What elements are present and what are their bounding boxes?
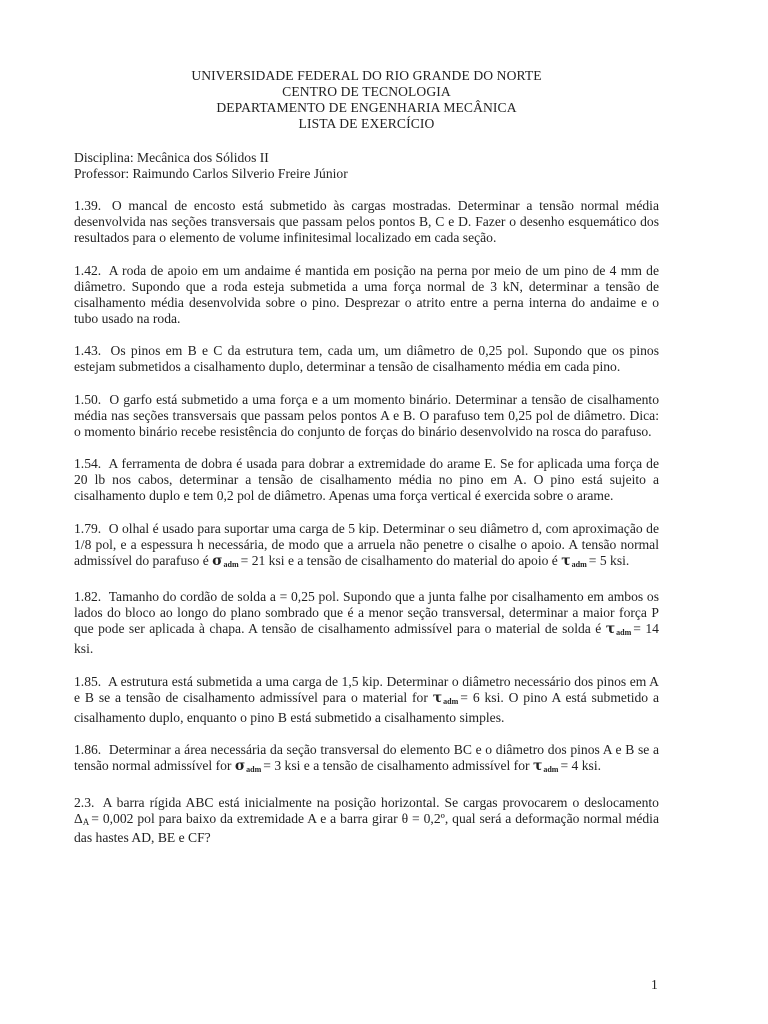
exercise-number: 1.54. — [74, 456, 102, 471]
document-header — [74, 68, 659, 132]
university-name: UNIVERSIDADE FEDERAL DO RIO GRANDE DO NORTE — [191, 68, 542, 83]
adm-subscript: adm — [571, 559, 587, 569]
exercise-1-86 — [74, 742, 659, 778]
exercise-1-82 — [74, 589, 659, 657]
exercise-1-39 — [74, 198, 659, 246]
center-name: CENTRO DE TECNOLOGIA — [282, 84, 451, 99]
document-title: LISTA DE EXERCÍCIO — [298, 116, 435, 131]
exercise-text: = 14 ksi. — [74, 621, 659, 656]
exercise-number: 1.42. — [74, 262, 102, 278]
sigma-symbol: σ — [212, 552, 223, 569]
discipline-line: Disciplina: Mecânica dos Sólidos II — [74, 150, 269, 165]
exercise-1-43 — [74, 343, 659, 375]
exercise-text: A roda de apoio em um andaime é mantida em posição na perna por meio de um pino de 4 mm de diâmetro. Supondo que a roda esteja submetida a uma força normal de 3 kN, determinar a tensão de cisalhamento média desenvolvida sobre o pino. Desprezar o atrito entre a perna interna do andaime e o tubo usado na roda. — [74, 262, 659, 326]
exercise-number: 2.3. — [74, 794, 95, 810]
exercise-text: A ferramenta de dobra é usada para dobrar a extremidade do arame E. Se for aplicada uma força de 20 lb nos cabos, determinar a tensão de cisalhamento média no pino em A. O pino está sujeito a cisalhamento duplo e tem 0,2 pol de diâmetro. Apenas uma força vertical é exercida sobre o arame. — [74, 456, 659, 503]
adm-subscript: adm — [246, 765, 262, 774]
exercise-text: A estrutura está submetida a uma carga de 1,5 kip. Determinar o diâmetro necessário dos pinos em A e B se a tensão de cisalhamento admissível para o material for — [74, 673, 659, 705]
exercise-text: O garfo está submetido a uma força e a um momento binário. Determinar a tensão de cisalhamento média nas seções transversais que passam pelos pontos A e B. O parafuso tem 0,25 pol de diâmetro. Dica: o momento binário recebe resistência do conjunto de forças do binário desenvolvido na rosca do parafuso. — [74, 391, 659, 439]
adm-subscript: adm — [443, 696, 459, 706]
exercise-number: 1.86. — [74, 742, 102, 757]
exercise-1-54 — [74, 456, 659, 504]
exercise-text: A barra rígida ABC está inicialmente na posição horizontal. Se cargas provocarem o deslocamento — [102, 794, 659, 810]
exercise-text: = 6 ksi. O pino A está submetido a cisalhamento duplo, enquanto o pino B está submetido a cisalhamento simples. — [74, 689, 659, 725]
exercise-text: O olhal é usado para suportar uma carga de 5 kip. Determinar o seu diâmetro d, com aproximação de 1/8 pol, e a espessura h necessária, de modo que a arruela não penetre o cisalhe o apoio. A tensão normal admissível do parafuso é — [74, 520, 659, 568]
adm-subscript: adm — [543, 765, 559, 774]
exercise-1-85 — [74, 674, 659, 726]
exercise-2-3 — [74, 795, 659, 846]
tau-symbol: τ — [605, 621, 616, 637]
exercise-text: Tamanho do cordão de solda a = 0,25 pol. Supondo que a junta falhe por cisalhamento em ambos os lados do bloco ao longo do plano sombrado que é a menor seção transversal, determinar a maior força P que pode ser aplicada à chapa. A tensão de cisalhamento admissível para o material de solda é — [74, 589, 660, 636]
exercise-1-50 — [74, 392, 659, 440]
exercise-number: 1.50. — [74, 391, 102, 407]
exercise-number: 1.82. — [74, 589, 102, 604]
exercise-text: Determinar a área necessária da seção transversal do elemento BC e o diâmetro dos pinos A e B se a tensão normal admissível for — [74, 742, 659, 773]
tau-symbol: τ — [432, 689, 443, 706]
exercise-list — [74, 198, 659, 862]
page-number: 1 — [651, 977, 658, 992]
tau-symbol: τ — [561, 552, 571, 569]
course-info — [74, 150, 348, 182]
exercise-number: 1.85. — [74, 673, 102, 689]
adm-subscript: adm — [616, 628, 632, 637]
adm-subscript: adm — [223, 559, 239, 569]
exercise-text: O mancal de encosto está submetido às cargas mostradas. Determinar a tensão normal média desenvolvida nas seções transversais que passam pelos pontos B, C e D. Fazer o desenho esquemático dos resultados para o elemento de volume infinitesimal localizado em cada seção. — [74, 198, 659, 245]
exercise-number: 1.43. — [74, 343, 102, 358]
department-name: DEPARTAMENTO DE ENGENHARIA MECÂNICA — [216, 100, 517, 115]
exercise-number: 1.39. — [74, 198, 102, 213]
exercise-text: = 21 ksi e a tensão de cisalhamento do material do apoio é — [240, 552, 562, 568]
exercise-number: 1.79. — [74, 520, 102, 536]
professor-line: Professor: Raimundo Carlos Silverio Freire Júnior — [74, 166, 348, 181]
tau-symbol: τ — [532, 758, 543, 774]
sigma-symbol: σ — [234, 758, 246, 774]
exercise-1-42 — [74, 263, 659, 327]
exercise-text: = 3 ksi e a tensão de cisalhamento admissível for — [263, 758, 533, 773]
exercise-text: = 4 ksi. — [560, 758, 602, 773]
delta-symbol: Δ — [74, 810, 83, 826]
exercise-1-79 — [74, 521, 659, 573]
delta-subscript: A — [82, 816, 90, 827]
exercise-text: Os pinos em B e C da estrutura tem, cada um, um diâmetro de 0,25 pol. Supondo que os pinos estejam submetidos a cisalhamento duplo, determinar a tensão de cisalhamento média em cada pino. — [74, 343, 659, 374]
exercise-text: = 0,002 pol para baixo da extremidade A e a barra girar θ = 0,2º, qual será a deformação normal média das hastes AD, BE e CF? — [74, 810, 659, 845]
exercise-text: = 5 ksi. — [588, 552, 630, 568]
